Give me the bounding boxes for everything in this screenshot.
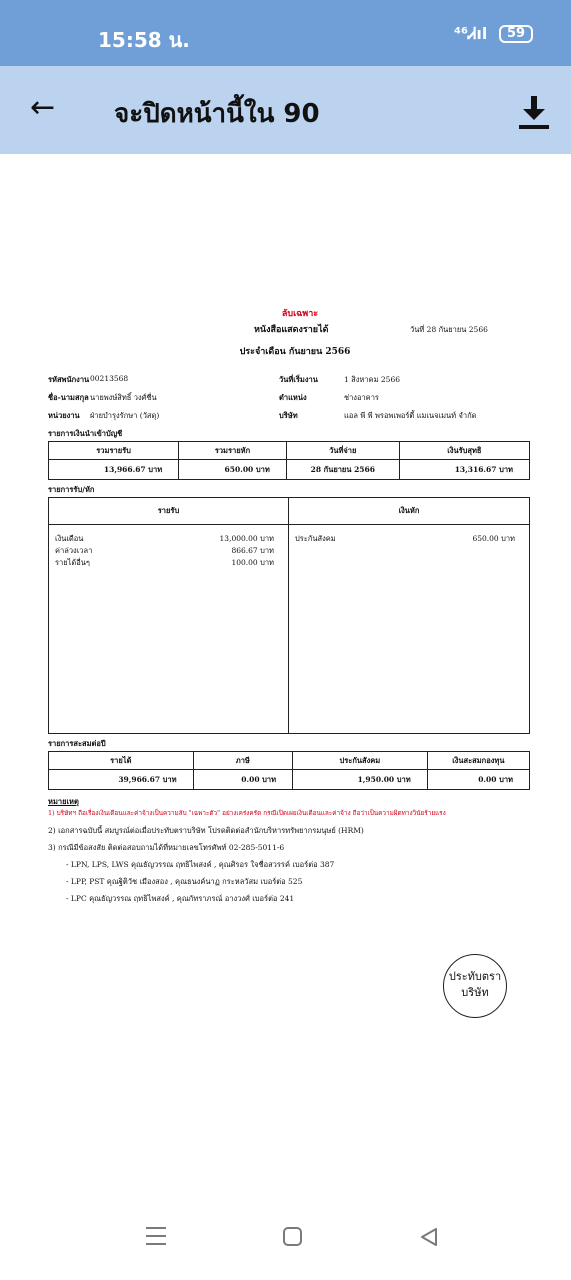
list-item: รายได้อื่นๆ 100.00 บาท xyxy=(55,558,274,567)
info-label: ตำแหน่ง xyxy=(279,393,307,402)
payslip-document xyxy=(48,306,532,910)
list-item: ประกันสังคม 650.00 บาท xyxy=(295,534,515,543)
ytd-social-security: 1,950.00 บาท xyxy=(293,770,428,790)
signal-icon: ⁴⁶Ꮧıl xyxy=(454,24,488,43)
start-date: 1 สิงหาคม 2566 xyxy=(344,375,400,384)
summary-section-label: รายการเงินนำเข้าบัญชี xyxy=(48,429,123,438)
note-subitem: - LPN, LPS, LWS คุณธัญวรรณ ฤทธิไพสงค์ , คุณศิรอร ใจชื่อสวรรค์ เบอร์ต่อ 387 xyxy=(66,860,335,869)
home-icon[interactable] xyxy=(283,1227,302,1246)
list-item: ค่าล่วงเวลา 866.67 บาท xyxy=(55,546,274,555)
notes xyxy=(48,796,532,910)
detail-table xyxy=(48,497,530,734)
table-header: รายรับ xyxy=(49,498,289,525)
table-header: เงินหัก xyxy=(289,498,530,525)
issue-date: วันที่ 28 กันยายน 2566 xyxy=(410,325,488,334)
info-label: บริษัท xyxy=(279,411,298,420)
info-label: รหัสพนักงาน xyxy=(48,375,90,384)
table-header: ภาษี xyxy=(193,752,292,770)
position: ช่างอาคาร xyxy=(344,393,379,402)
back-triangle-icon[interactable] xyxy=(418,1226,440,1248)
info-label: หน่วยงาน xyxy=(48,411,80,420)
total-income: 13,966.67 บาท xyxy=(49,460,179,480)
detail-section-label: รายการรับ/หัก xyxy=(48,485,95,494)
table-header: รวมรายรับ xyxy=(49,442,179,460)
note-item: 1) บริษัทฯ ถือเรื่องเงินเดือนและค่าจ้างเป็นความลับ "เฉพาะตัว" อย่างเคร่งครัด กรณีเปิดเผยเงินเดือนและค่าจ้าง ถือว่าเป็นความผิดทางวินัยร้ายแรง xyxy=(48,809,446,817)
department: ฝ่ายบำรุงรักษา (วัสดุ) xyxy=(90,411,160,420)
company-stamp-placeholder xyxy=(443,954,507,1018)
note-subitem: - LPC คุณธัญวรรณ ฤทธิไพสงค์ , คุณกัทราภรณ์ อางวงศ์ เบอร์ต่อ 241 xyxy=(66,894,295,903)
status-time: 15:58 น. xyxy=(98,28,190,52)
stamp-text: บริษัท xyxy=(461,986,489,999)
table-header: วันที่จ่าย xyxy=(286,442,399,460)
table-header: รวมรายหัก xyxy=(179,442,287,460)
ytd-table xyxy=(48,751,530,790)
net-pay: 13,316.67 บาท xyxy=(399,460,529,480)
employee-id: 00213568 xyxy=(90,374,129,383)
note-subitem: - LPP, PST คุณฐิติวัช เมืองสอง , คุณธนงค์นาฏ กระหลวัสม เบอร์ต่อ 525 xyxy=(66,877,303,886)
ytd-section-label: รายการสะสมต่อปี xyxy=(48,739,106,748)
summary-table xyxy=(48,441,530,480)
page-title: จะปิดหน้านี้ใน 90 xyxy=(114,99,320,129)
table-header: รายได้ xyxy=(49,752,194,770)
note-item: 2) เอกสารฉบับนี้ สมบูรณ์ต่อเมื่อประทับตราบริษัท โปรดติดต่อสำนักบริหารทรัพยากรมนุษย์ (HRM) xyxy=(48,826,364,835)
employee-info xyxy=(48,374,532,428)
deduction-list xyxy=(289,525,530,734)
confidential-label: ลับเฉพาะ xyxy=(281,309,319,319)
download-icon[interactable] xyxy=(514,92,554,132)
ytd-income: 39,966.67 บาท xyxy=(49,770,194,790)
status-bar xyxy=(0,0,571,66)
info-label: วันที่เริ่มงาน xyxy=(279,375,318,384)
back-arrow-icon[interactable]: ← xyxy=(30,90,56,125)
company: แอล พี พี พรอพเพอร์ตี้ แมเนจเมนท์ จำกัด xyxy=(344,411,477,420)
table-header: เงินรับสุทธิ xyxy=(399,442,529,460)
ytd-provident-fund: 0.00 บาท xyxy=(427,770,529,790)
employee-name: นายพงษ์สิทธิ์ วงศ์ชื่น xyxy=(90,393,157,402)
info-label: ชื่อ-นามสกุล xyxy=(48,393,89,402)
document-title: หนังสือแสดงรายได้ xyxy=(254,325,329,335)
ytd-tax: 0.00 บาท xyxy=(193,770,292,790)
total-deduction: 650.00 บาท xyxy=(179,460,287,480)
list-item: เงินเดือน 13,000.00 บาท xyxy=(55,534,274,543)
pay-date: 28 กันยายน 2566 xyxy=(286,460,399,480)
battery-icon: 59 xyxy=(499,25,533,43)
notes-heading: หมายเหตุ xyxy=(48,797,79,806)
stamp-text: ประทับตรา xyxy=(448,970,502,983)
table-header: ประกันสังคม xyxy=(293,752,428,770)
recent-apps-icon[interactable] xyxy=(146,1227,166,1245)
system-nav-bar xyxy=(0,1200,571,1280)
income-list xyxy=(49,525,289,734)
app-bar xyxy=(0,66,571,154)
pay-period: ประจำเดือน กันยายน 2566 xyxy=(239,347,351,357)
table-header: เงินสะสมกองทุน xyxy=(427,752,529,770)
note-item: 3) กรณีมีข้อสงสัย ติดต่อสอบถามได้ที่หมายเลขโทรศัพท์ 02-285-5011-6 xyxy=(48,843,285,852)
